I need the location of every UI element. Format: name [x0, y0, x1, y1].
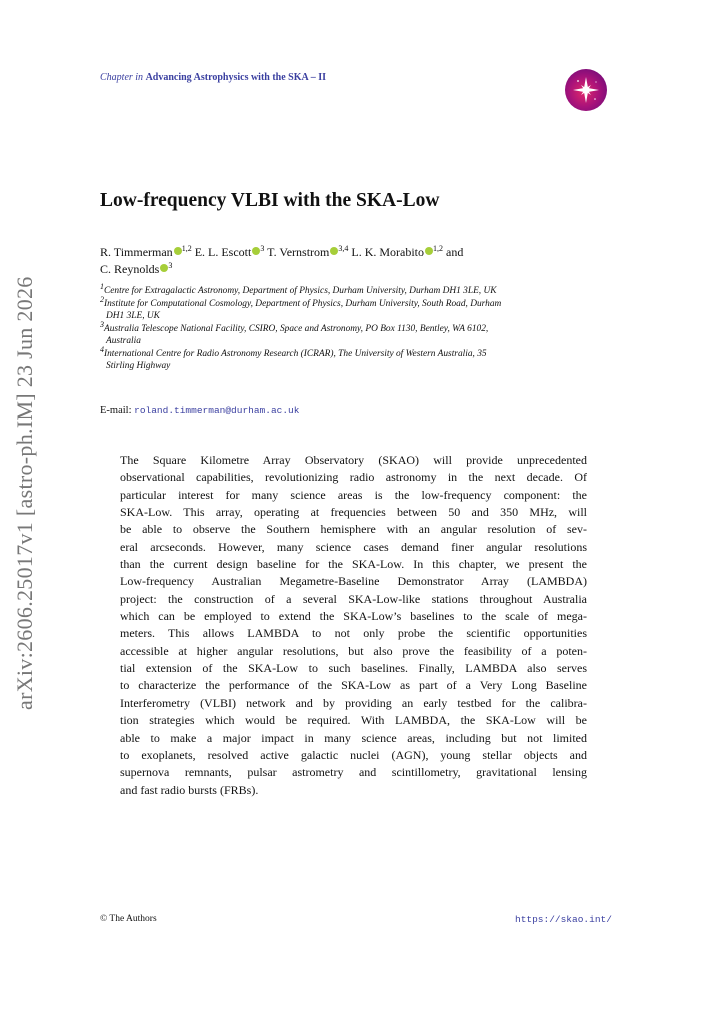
abstract-line: Interferometry (VLBI) network and by providing an early testbed for the calibra-	[120, 695, 587, 710]
affil-text-cont: DH1 3LE, UK	[106, 311, 160, 321]
abstract-line: project: the construction of a several SKA-Low-like stations throughout Australia	[120, 591, 587, 606]
affiliation	[100, 294, 625, 323]
author-name: C. Reynolds	[100, 262, 160, 276]
orcid-icon[interactable]	[174, 247, 182, 255]
abstract-line: to exoplanets, resolved active galactic nuclei (AGN), young stellar objects and	[120, 747, 587, 762]
chapter-prefix: Chapter in	[100, 72, 144, 83]
abstract-line: tial extension of the SKA-Low to such baselines. Finally, LAMBDA also serves	[120, 661, 587, 676]
affil-text: Australia Telescope National Facility, CSIRO, Space and Astronomy, PO Box 1130, Bentley, WA 6102,	[104, 323, 489, 334]
abstract-line: to characterize the performance of the SKA-Low as part of a Very Long Baseline	[120, 678, 587, 693]
author-affil-sup: 1,2	[433, 244, 444, 253]
abstract-line: able to make a major impact in many science areas, including but not limited	[120, 730, 587, 745]
author-name: E. L. Escott	[194, 245, 252, 259]
author-name: T. Vernstrom	[267, 245, 330, 259]
paper-title: Low-frequency VLBI with the SKA-Low	[100, 190, 440, 211]
orcid-icon[interactable]	[425, 247, 433, 255]
abstract-line: observational capabilities, revolutionizing radio astronomy in the next decade. Of	[120, 470, 587, 485]
abstract-line: supernova remnants, pulsar astrometry and scintillometry, gravitational lensing	[120, 765, 587, 780]
author-affil-sup: 1,2	[181, 244, 192, 253]
abstract-line: eral arcseconds. However, many science cases demand finer angular resolutions	[120, 539, 587, 554]
author-conjunction: and	[446, 245, 464, 259]
author-list	[100, 244, 620, 278]
abstract-line: particular interest for many science areas is the low-frequency component: the	[120, 487, 587, 502]
affiliation-list	[100, 281, 625, 373]
abstract-line: and fast radio bursts (FRBs).	[120, 782, 259, 797]
affiliation	[100, 281, 625, 298]
affil-text: Institute for Computational Cosmology, Department of Physics, Durham University, South Road, Durham	[104, 298, 502, 309]
copyright-notice: © The Authors	[100, 914, 157, 924]
book-title-link[interactable]: Advancing Astrophysics with the SKA – II	[145, 72, 326, 83]
affil-number: 4	[100, 344, 104, 354]
ska-url-link[interactable]: https://skao.int/	[515, 914, 612, 925]
author-name: L. K. Morabito	[351, 245, 425, 259]
author-affil-sup: 3	[168, 261, 173, 270]
abstract-line: The Square Kilometre Array Observatory (SKAO) will provide unprecedented	[120, 453, 587, 467]
affil-text: Centre for Extragalactic Astronomy, Department of Physics, Durham University, Durham DH1 3LE, UK	[104, 286, 497, 296]
abstract-line: which can be employed to extend the SKA-Low’s baselines to the scale of mega-	[120, 609, 587, 624]
abstract-line: Low-frequency Australian Megametre-Baseline Demonstrator Array (LAMBDA)	[120, 574, 587, 589]
affil-number: 2	[100, 294, 104, 304]
arxiv-stamp: arXiv:2606.25017v1 [astro-ph.IM] 23 Jun 2026	[12, 276, 37, 710]
author-name: R. Timmerman	[100, 245, 173, 259]
email-link[interactable]: roland.timmerman@durham.ac.uk	[134, 405, 300, 416]
affiliation	[100, 319, 625, 348]
author-affil-sup: 3	[260, 244, 265, 253]
abstract-line: meters. This allows LAMBDA to not only probe the scientific opportunities	[120, 626, 587, 641]
affil-number: 1	[100, 281, 104, 291]
abstract-line: be able to observe the Southern hemisphere with an angular resolution of sev-	[120, 522, 587, 537]
affil-text-cont: Australia	[106, 336, 141, 346]
abstract-line: SKA-Low. This array, operating at frequencies between 50 and 350 MHz, will	[120, 505, 587, 520]
abstract-line: accessible at higher angular resolutions, but also prove the feasibility of a poten-	[120, 643, 587, 658]
abstract-line: than the current design baseline for the SKA-Low. In this chapter, we present the	[120, 557, 587, 572]
email-label: E-mail:	[100, 405, 132, 416]
chapter-header	[100, 72, 326, 83]
ska-logo-icon	[565, 69, 607, 111]
affil-text-cont: Stirling Highway	[106, 361, 171, 371]
abstract	[120, 452, 587, 799]
affiliation	[100, 344, 625, 373]
abstract-line: tion strategies which would be required. With LAMBDA, the SKA-Low will be	[120, 713, 587, 728]
author-affil-sup: 3,4	[338, 244, 349, 253]
affil-text: International Centre for Radio Astronomy Research (ICRAR), The University of Western Australia, 35	[104, 348, 487, 359]
contact-email	[100, 405, 299, 416]
affil-number: 3	[100, 319, 104, 329]
